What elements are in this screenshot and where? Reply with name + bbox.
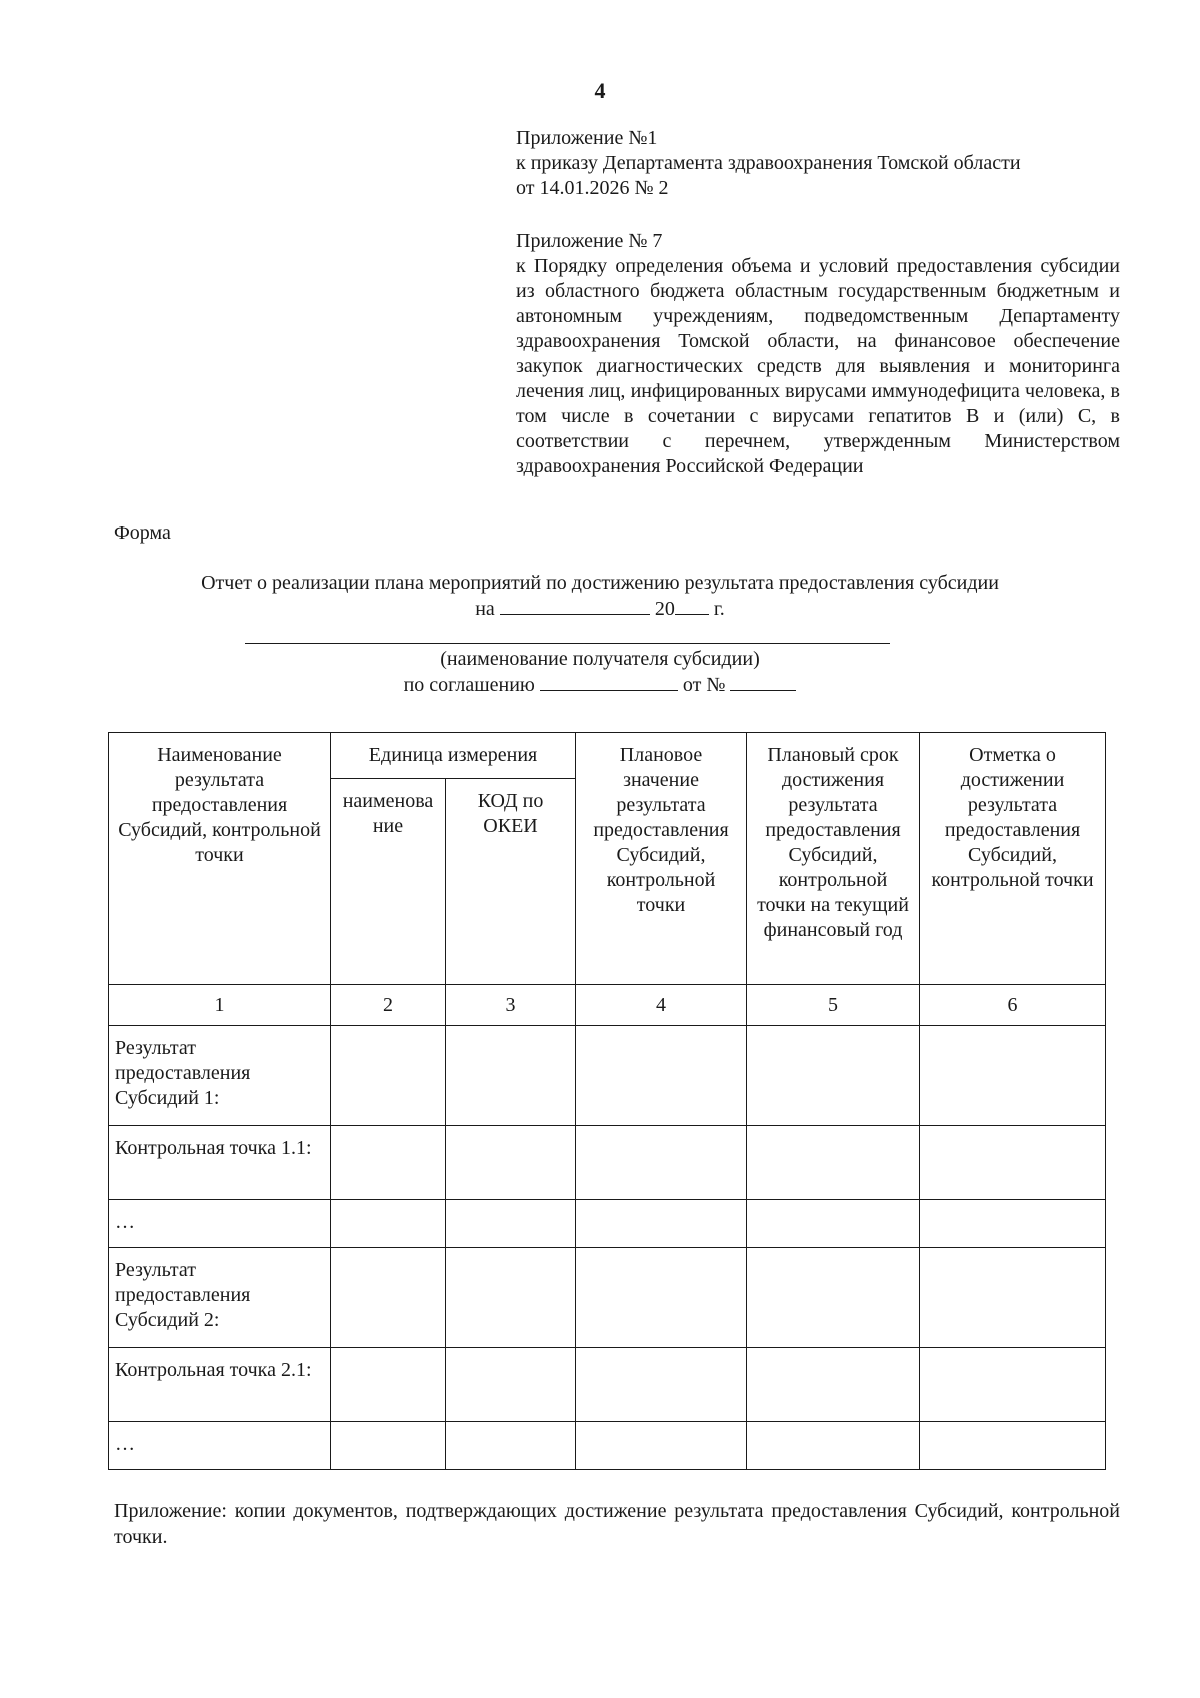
column-number: 4 (576, 985, 747, 1026)
header-achievement-mark: Отметка о достижении результата предоставления Субсидий, контрольной точки (920, 733, 1106, 985)
table-cell[interactable] (331, 1200, 446, 1248)
agreement-prefix: по соглашению (403, 674, 535, 696)
row-label: Контрольная точка 2.1: (109, 1348, 331, 1422)
report-year-blank[interactable] (675, 596, 709, 615)
recipient-name-line[interactable] (245, 643, 890, 644)
report-title: Отчет о реализации плана мероприятий по достижению результата предоставления субсидии (201, 572, 999, 594)
recipient-block (0, 646, 1200, 698)
table-row (109, 1200, 1106, 1248)
table-cell[interactable] (747, 1248, 920, 1348)
recipient-caption: (наименование получателя субсидии) (440, 648, 760, 670)
agreement-number-label: от № (682, 674, 726, 696)
form-label: Форма (114, 522, 171, 544)
table-cell[interactable] (446, 1200, 576, 1248)
row-label: Контрольная точка 1.1: (109, 1126, 331, 1200)
agreement-number-blank[interactable] (730, 672, 796, 691)
table-cell[interactable] (920, 1422, 1106, 1470)
table-cell[interactable] (331, 1248, 446, 1348)
table-cell[interactable] (747, 1126, 920, 1200)
report-date-prefix: на (475, 598, 495, 620)
table-cell[interactable] (576, 1026, 747, 1126)
table-cell[interactable] (331, 1348, 446, 1422)
agreement-line (0, 672, 1200, 698)
appendix-1-header (516, 126, 1120, 201)
table-cell[interactable] (576, 1248, 747, 1348)
header-okei-code: КОД по ОКЕИ (446, 779, 576, 985)
appendix-7-header (516, 229, 1120, 479)
table-cell[interactable] (446, 1422, 576, 1470)
report-date-line (0, 596, 1200, 622)
table-row (109, 1248, 1106, 1348)
row-label: Результат предоставления Субсидий 1: (109, 1026, 331, 1126)
row-label: … (109, 1200, 331, 1248)
row-label: … (109, 1422, 331, 1470)
table-cell[interactable] (576, 1126, 747, 1200)
table-cell[interactable] (747, 1422, 920, 1470)
report-date-blank[interactable] (500, 596, 650, 615)
report-title-block (0, 570, 1200, 622)
page-number: 4 (594, 78, 606, 103)
agreement-date-blank[interactable] (540, 672, 678, 691)
column-number: 6 (920, 985, 1106, 1026)
table-cell[interactable] (446, 1348, 576, 1422)
table-row (109, 1422, 1106, 1470)
table-row (109, 1126, 1106, 1200)
table-cell[interactable] (920, 1200, 1106, 1248)
table-cell[interactable] (920, 1126, 1106, 1200)
header-unit-name-part2: ние (372, 815, 404, 837)
header-planned-deadline: Плановый срок достижения результата предоставления Субсидий, контрольной точки на текущий финансовый год (747, 733, 920, 985)
table-cell[interactable] (920, 1348, 1106, 1422)
column-number: 3 (446, 985, 576, 1026)
table-cell[interactable] (331, 1026, 446, 1126)
report-table (108, 732, 1106, 1470)
appendix-1-order: к приказу Департамента здравоохранения Томской области (516, 152, 1021, 174)
table-cell[interactable] (920, 1026, 1106, 1126)
report-date-year: 20 (654, 598, 675, 620)
table-cell[interactable] (331, 1422, 446, 1470)
header-planned-value: Плановое значение результата предоставления Субсидий, контрольной точки (576, 733, 747, 985)
column-number: 1 (109, 985, 331, 1026)
table-cell[interactable] (747, 1026, 920, 1126)
column-numbers-row (109, 985, 1106, 1026)
table-cell[interactable] (331, 1126, 446, 1200)
table-cell[interactable] (747, 1200, 920, 1248)
table-cell[interactable] (446, 1026, 576, 1126)
table-cell[interactable] (576, 1348, 747, 1422)
table-row (109, 1348, 1106, 1422)
header-result-name: Наименование результата предоставления Субсидий, контрольной точки (109, 733, 331, 985)
table-row (109, 1026, 1106, 1126)
header-unit-name-part1: наименова (342, 790, 434, 812)
table-cell[interactable] (920, 1248, 1106, 1348)
appendix-7-title: Приложение № 7 (516, 230, 663, 252)
table-cell[interactable] (747, 1348, 920, 1422)
appendix-1-title: Приложение №1 (516, 127, 658, 149)
column-number: 2 (331, 985, 446, 1026)
table-cell[interactable] (576, 1200, 747, 1248)
table-cell[interactable] (446, 1126, 576, 1200)
header-unit-name (331, 779, 446, 985)
row-label: Результат предоставления Субсидий 2: (109, 1248, 331, 1348)
table-cell[interactable] (446, 1248, 576, 1348)
header-unit-group: Единица измерения (331, 733, 576, 779)
table-cell[interactable] (576, 1422, 747, 1470)
column-number: 5 (747, 985, 920, 1026)
attachment-note: Приложение: копии документов, подтверждающих достижение результата предоставления Субсидий, контрольной точки. (114, 1500, 1120, 1548)
appendix-7-text: к Порядку определения объема и условий предоставления субсидии из областного бюджета областным государственным бюджетным и автономным учреждениям, подведомственным Департаменту здравоохранения Томской области, на финансовое обеспечение закупок диагностических средств для выявления и мониторинга лечения лиц, инфицированных вирусами иммунодефицита человека, в том числе в сочетании с вирусами гепатитов B и (или) C, в соответствии с перечнем, утвержденным Министерством здравоохранения Российской Федерации (516, 255, 1120, 477)
appendix-1-date: от 14.01.2026 № 2 (516, 177, 669, 199)
report-date-suffix: г. (713, 598, 725, 620)
